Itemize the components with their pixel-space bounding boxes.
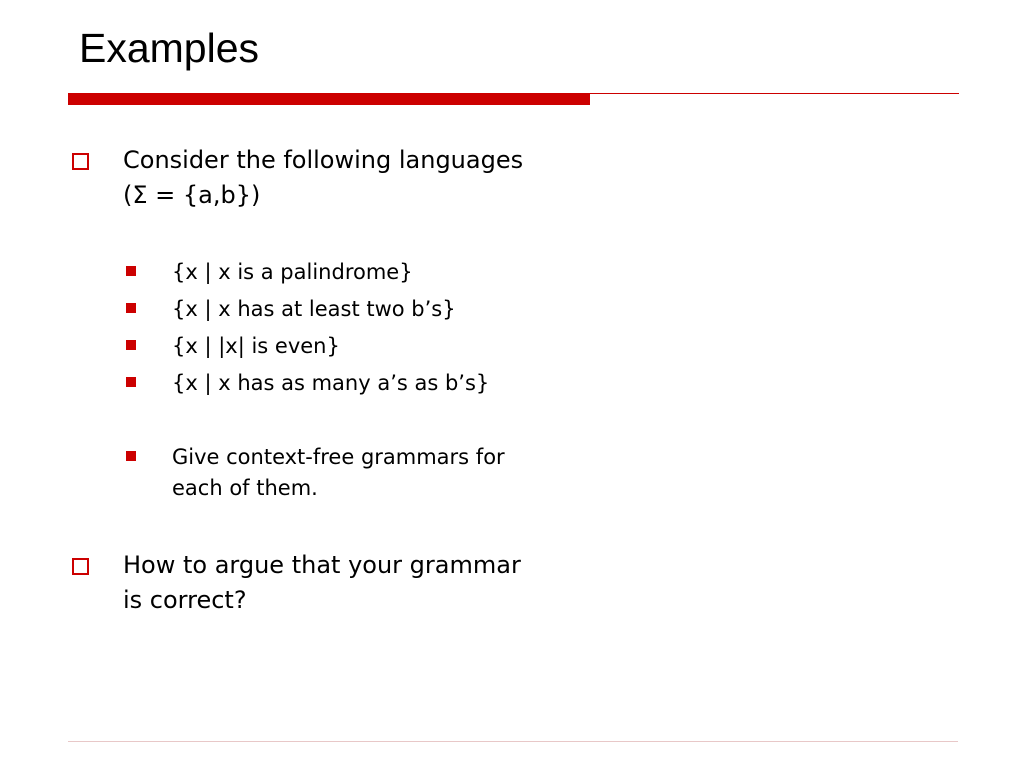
filled-square-bullet-icon: [126, 266, 136, 276]
language-item: [172, 331, 592, 362]
language-item: [172, 294, 592, 325]
bullet-text: Give context-free grammars for each of them.: [172, 445, 505, 500]
language-item: [172, 257, 592, 288]
bullet-argue-correctness: [123, 548, 543, 618]
filled-square-bullet-icon: [126, 377, 136, 387]
language-text: {x | x has at least two b’s}: [172, 297, 456, 321]
language-item: [172, 368, 592, 399]
slide-title: Examples: [79, 25, 260, 71]
language-text: {x | |x| is even}: [172, 334, 340, 358]
bullet-text: How to argue that your grammar is correct?: [123, 551, 521, 614]
filled-square-bullet-icon: [126, 451, 136, 461]
title-underline-thin: [590, 93, 959, 94]
hollow-square-bullet-icon: [72, 558, 89, 575]
hollow-square-bullet-icon: [72, 153, 89, 170]
filled-square-bullet-icon: [126, 303, 136, 313]
language-text: {x | x has as many a’s as b’s}: [172, 371, 490, 395]
footer-divider: [68, 741, 958, 742]
filled-square-bullet-icon: [126, 340, 136, 350]
bullet-text: Consider the following languages (Σ = {a,b}): [123, 146, 524, 209]
bullet-give-grammars: [172, 442, 552, 504]
language-text: {x | x is a palindrome}: [172, 260, 413, 284]
bullet-consider-languages: [123, 143, 543, 213]
title-underline-bar: [68, 93, 590, 105]
